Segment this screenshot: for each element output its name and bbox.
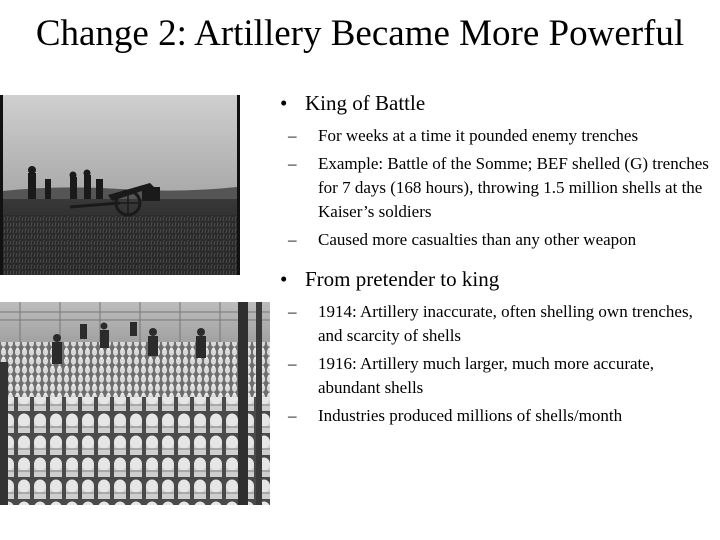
bullet-text: From pretender to king: [305, 267, 500, 291]
bullet-text: King of Battle: [305, 91, 426, 115]
shell-factory-photo: [0, 302, 270, 505]
sub-item-text: Caused more casualties than any other weapon: [318, 230, 637, 249]
sub-item-text: Industries produced millions of shells/month: [318, 406, 623, 425]
dash-icon: –: [288, 230, 297, 249]
sub-list: [280, 300, 720, 428]
sub-item-text: 1916: Artillery much larger, much more accurate, abundant shells: [318, 354, 655, 397]
dash-icon: –: [288, 406, 297, 425]
bullet-icon: •: [280, 91, 288, 115]
sub-item-text: 1914: Artillery inaccurate, often shelling own trenches, and scarcity of shells: [318, 302, 693, 345]
dash-icon: –: [288, 354, 297, 373]
sub-item: [288, 404, 720, 428]
sub-item: [288, 300, 720, 348]
sub-item-text: Example: Battle of the Somme; BEF shelled (G) trenches for 7 days (168 hours), throwing 1.5 million shells at the Kaiser’s soldiers: [318, 154, 709, 221]
dash-icon: –: [288, 302, 297, 321]
slide-title: Change 2: Artillery Became More Powerful: [35, 13, 685, 54]
dash-icon: –: [288, 154, 297, 173]
bullet-from-pretender-to-king: [280, 266, 720, 292]
bullet-icon: •: [280, 267, 288, 291]
sub-item: [288, 352, 720, 400]
slide-body: [280, 90, 720, 432]
sub-item-text: For weeks at a time it pounded enemy trenches: [318, 126, 639, 145]
sub-item: [288, 124, 720, 148]
sub-item: [288, 152, 720, 224]
dash-icon: –: [288, 126, 297, 145]
sub-item: [288, 228, 720, 252]
bullet-king-of-battle: [280, 90, 720, 116]
sub-list: [280, 124, 720, 252]
artillery-field-photo: [0, 95, 240, 275]
